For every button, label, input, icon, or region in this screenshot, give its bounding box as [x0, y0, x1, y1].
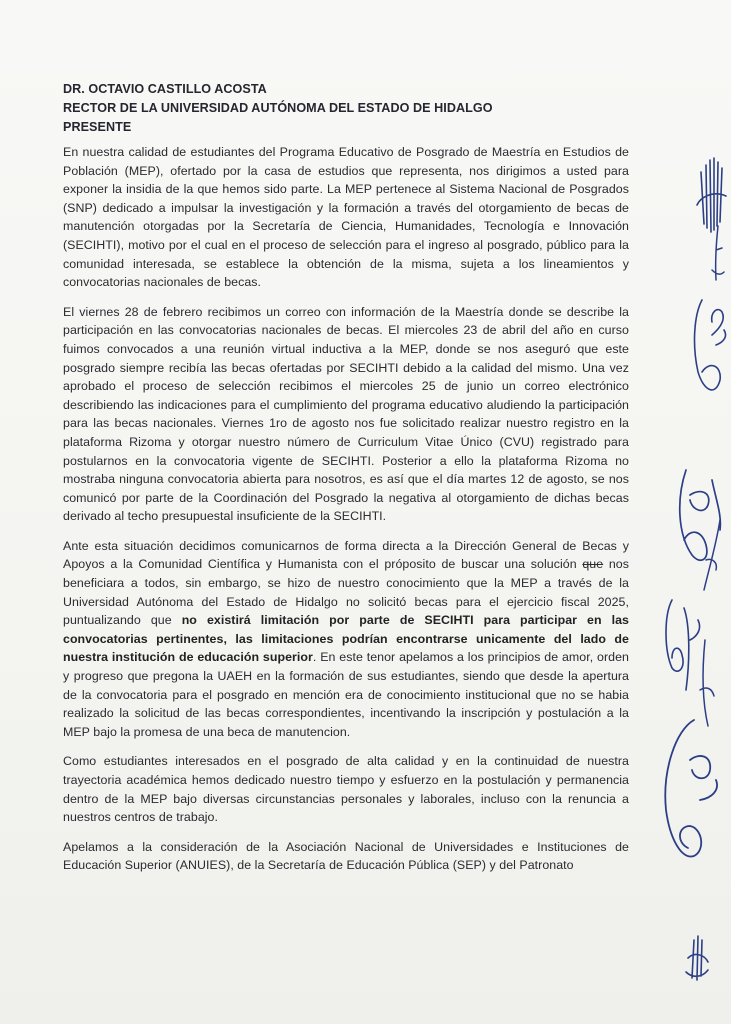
paragraph-3-part-b: nos beneficiara a todos, sin embargo, se hizo de nuestro conocimiento que la MEP a través de la Universidad Autónoma del Estado de Hidalgo no solicitó becas para el ejercicio fiscal 2025, puntualizando que [63, 557, 629, 628]
paragraph-3 [63, 537, 629, 742]
recipient-name: DR. OCTAVIO CASTILLO ACOSTA [63, 82, 267, 96]
paragraph-5: Apelamos a la consideración de la Asociación Nacional de Universidades e Instituciones de Educación Superior (ANUIES), de la Secretaría de Educación Pública (SEP) y del Patronato [63, 839, 629, 873]
recipient-title: RECTOR DE LA UNIVERSIDAD AUTÓNOMA DEL ESTADO DE HIDALGO [63, 101, 493, 115]
signature-8 [665, 720, 717, 857]
struck-word: que [582, 557, 604, 572]
signature-5 [704, 520, 720, 590]
signature-9 [686, 936, 708, 980]
signature-6 [666, 600, 700, 690]
paragraph-3-part-a: Ante esta situación decidimos comunicarnos de forma directa a la Dirección General de Becas y Apoyos a la Comunidad Científica y Humanista con el próposito de buscar una solución [63, 538, 629, 572]
letter-header [63, 80, 629, 137]
paragraph-3-part-c: . En este tenor apelamos a los principios de amor, orden y progreso que pregona la UAEH en la formación de sus estudiantes, siendo que desde la apertura de la convocatoria para el posgrado en mención era de conocimiento institucional que no se habia realizado la solicitud de las becas correspondientes, incentivando la inscripción y postulación a la MEP bajo la promesa de una beca de manutencion. [63, 650, 629, 739]
signature-7 [700, 640, 714, 726]
paragraph-2: El viernes 28 de febrero recibimos un correo con información de la Maestría donde se describe la participación en las convocatorias nacionales de becas. El miercoles 23 de abril del año en curso fuimos convocados a una reunión virtual inductiva a la MEP, donde se nos aseguró que este posgrado siempre recibía las becas ofertadas por SECIHTI debido a la calidad del mismo. Una vez aprobado el proceso de selección recibimos el miercoles 25 de junio un correo electrónico describiendo las indicaciones para el cumplimiento del programa educativo aludiendo la participación para las becas nacionales. Viernes 1ro de agosto nos fue solicitado realizar nuestro registro en la plataforma Rizoma y otorgar nuestro número de Curriculum Vitae Único (CVU) registrado para postularnos en la convocatoria vigente de SECIHTI. Posterior a ello la plataforma Rizoma no mostraba ninguna convocatoria abierta para nosotros, es así que el día martes 12 de agosto, se nos comunicó por parte de la Coordinación del Posgrado la negativa al otorgamiento de dichas becas derivado al techo presupuestal insuficiente de la SECIHTI. [63, 304, 629, 524]
signature-3 [695, 300, 726, 390]
signature-2 [712, 226, 724, 280]
paragraph-3-emphasis: no existirá limitación por parte de SECIHTI para participar en las convocatorias pertinentes, las limitaciones podrían encontrarse unicamente del lado de nuestra institución de educación superior [63, 613, 629, 665]
letter-body [63, 80, 629, 886]
salutation: PRESENTE [63, 120, 132, 134]
paragraph-4: Como estudiantes interesados en el posgrado de alta calidad y en la continuidad de nuestra trayectoria académica hemos dedicado nuestro tiempo y esfuerzo en la postulación y permanencia dentro de la MEP bajo diversas circunstancias personales y laborales, incluso con la renuncia a nuestros centros de trabajo. [63, 754, 629, 825]
signature-1 [697, 158, 726, 232]
paragraph-1: En nuestra calidad de estudiantes del Programa Educativo de Posgrado de Maestría en Estudios de Población (MEP), ofertado por la casa de estudios que representa, nos dirigimos a usted para exponer la insidia de la que hemos sido parte. La MEP pertenece al Sistema Nacional de Posgrados (SNP) dedicado a impulsar la investigación y la formación a través del otorgamiento de becas de manutención otorgadas por la Secretaría de Ciencia, Humanidades, Tecnología e Innovación (SECIHTI), motivo por el cual en el proceso de selección para el ingreso al posgrado, público para la comunidad interesada, se establece la obtención de la misma, sujeta a los lineamientos y convocatorias nacionales de becas. [63, 145, 629, 290]
signature-4 [680, 470, 721, 560]
